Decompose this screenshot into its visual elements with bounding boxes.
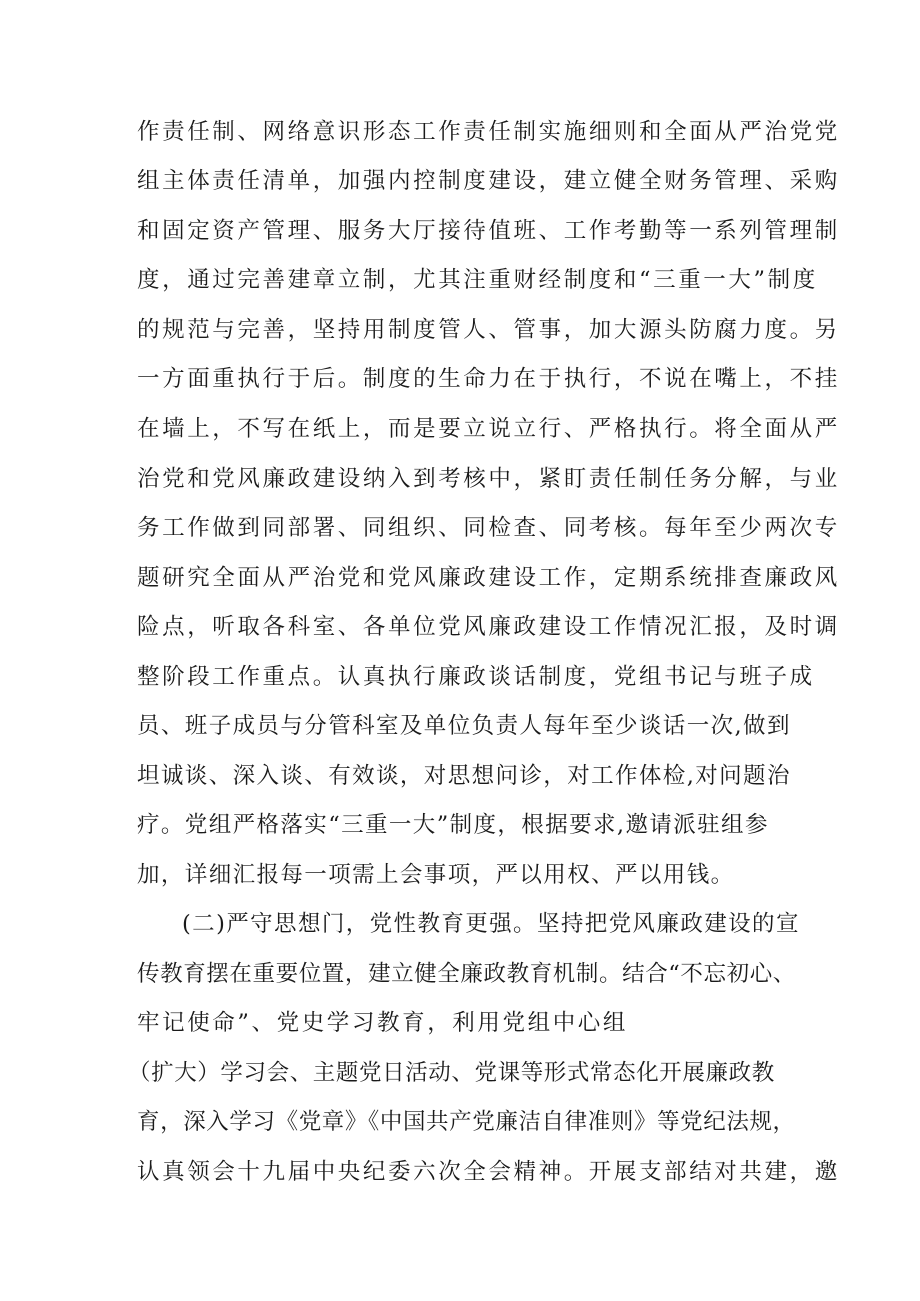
text-line: 传教育摆在重要位置，建立健全廉政教育机制。结合“不忘初心、 xyxy=(137,961,796,987)
text-line: 作责任制、网络意识形态工作责任制实施细则和全面从严治党党 xyxy=(137,119,840,145)
text-line: 在墙上，不写在纸上，而是要立说立行、严格执行。将全面从严 xyxy=(137,416,840,442)
text-line: 务工作做到同部署、同组织、同检查、同考核。每年至少两次专 xyxy=(137,515,840,541)
text-line: 疗。党组严格落实“三重一大”制度，根据要求,邀请派驻组参 xyxy=(137,812,769,838)
text-line: 育，深入学习《党章》《中国共产党廉洁自律准则》等党纪法规， xyxy=(137,1109,796,1135)
text-line: 险点，听取各科室、各单位党风廉政建设工作情况汇报，及时调 xyxy=(137,614,840,640)
text-line: 员、班子成员与分管科室及单位负责人每年至少谈话一次,做到 xyxy=(137,713,791,739)
text-line: （扩大）学习会、主题党日活动、党课等形式常态化开展廉政教 xyxy=(128,1060,775,1086)
text-line: 一方面重执行于后。制度的生命力在于执行，不说在嘴上，不挂 xyxy=(137,366,840,392)
text-line: 的规范与完善，坚持用制度管人、管事，加大源头防腐力度。另 xyxy=(137,317,840,343)
text-line: 坦诚谈、深入谈、有效谈，对思想问诊，对工作体检,对问题治 xyxy=(137,763,791,789)
text-line: 整阶段工作重点。认真执行廉政谈话制度，党组书记与班子成 xyxy=(137,664,815,690)
text-line: 牢记使命”、党史学习教育，利用党组中心组 xyxy=(137,1010,629,1036)
text-line: 和固定资产管理、服务大厅接待值班、工作考勤等一系列管理制 xyxy=(137,218,840,244)
text-line: 认真领会十九届中央纪委六次全会精神。开展支部结对共建，邀 xyxy=(137,1159,840,1185)
text-line: 题研究全面从严治党和党风廉政建设工作，定期系统排查廉政风 xyxy=(137,565,840,591)
text-line: 治党和党风廉政建设纳入到考核中，紧盯责任制任务分解，与业 xyxy=(137,466,840,492)
text-line: (二)严守思想门，党性教育更强。坚持把党风廉政建设的宣 xyxy=(182,911,800,937)
text-line: 加，详细汇报每一项需上会事项，严以用权、严以用钱。 xyxy=(137,862,735,888)
text-line: 组主体责任清单，加强内控制度建设，建立健全财务管理、采购 xyxy=(137,168,840,194)
text-line: 度，通过完善建章立制，尤其注重财经制度和“三重一大”制度 xyxy=(137,267,818,293)
